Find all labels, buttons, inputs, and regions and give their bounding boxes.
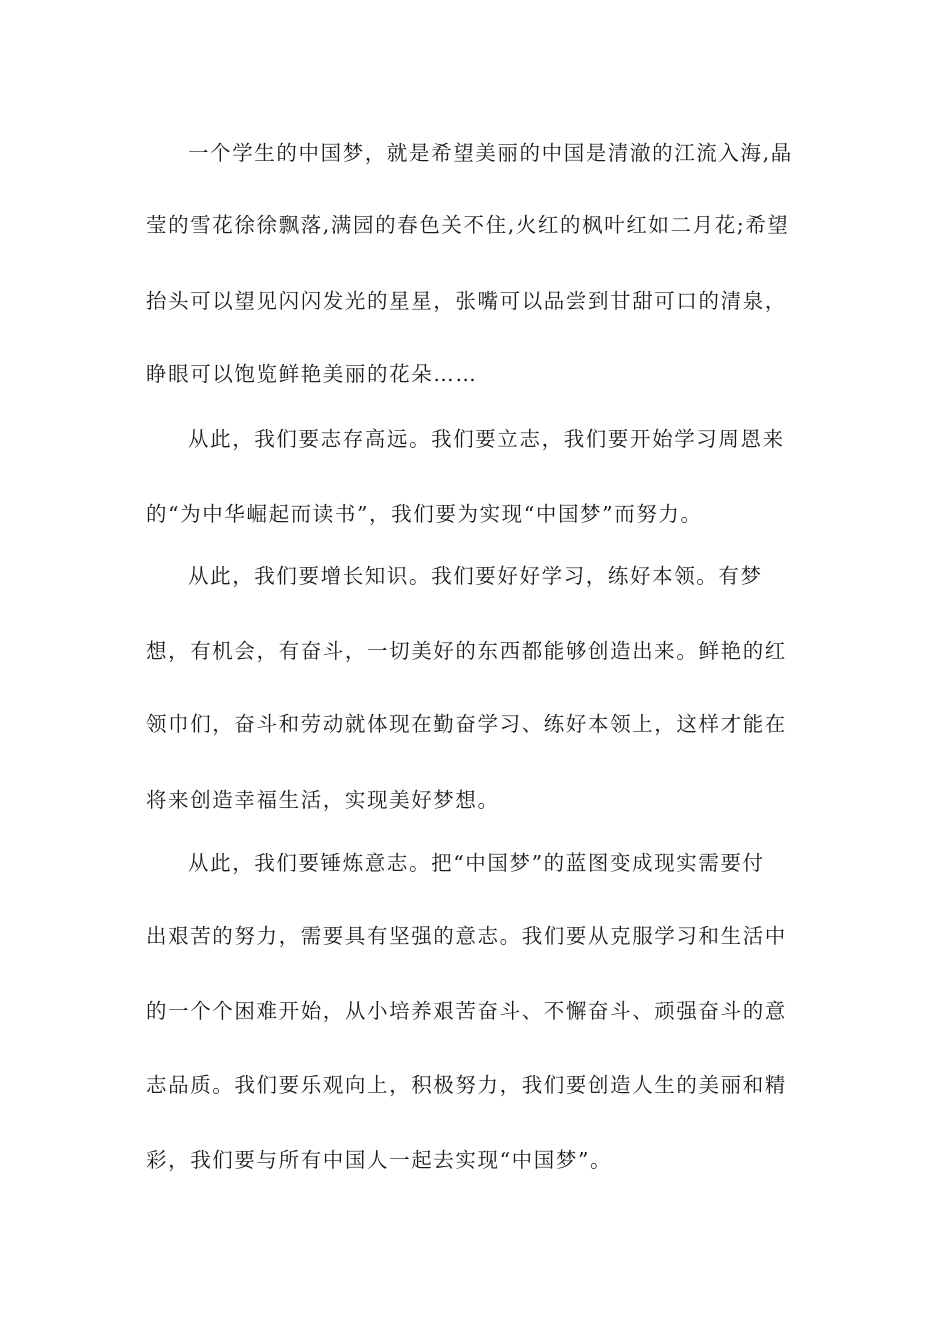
text-line: 抬头可以望见闪闪发光的星星，张嘴可以品尝到甘甜可口的清泉， (146, 289, 787, 313)
text-line: 一个学生的中国梦，就是希望美丽的中国是清澈的江流入海,晶 (188, 141, 793, 165)
text-line: 从此，我们要增长知识。我们要好好学习，练好本领。有梦 (188, 564, 763, 588)
text-line: 出艰苦的努力，需要具有坚强的意志。我们要从克服学习和生活中 (146, 924, 787, 948)
text-line: 的一个个困难开始，从小培养艰苦奋斗、不懈奋斗、顽强奋斗的意 (146, 999, 787, 1023)
text-line: 从此，我们要锤炼意志。把“中国梦”的蓝图变成现实需要付 (188, 851, 765, 875)
text-line: 想，有机会，有奋斗，一切美好的东西都能够创造出来。鲜艳的红 (146, 639, 787, 663)
text-line: 从此，我们要志存高远。我们要立志，我们要开始学习周恩来 (188, 427, 785, 451)
text-line: 领巾们，奋斗和劳动就体现在勤奋学习、练好本领上，这样才能在 (146, 712, 787, 736)
text-line: 莹的雪花徐徐飘落,满园的春色关不住,火红的枫叶红如二月花;希望 (146, 213, 790, 237)
text-line: 志品质。我们要乐观向上，积极努力，我们要创造人生的美丽和精 (146, 1073, 787, 1097)
text-line: 的“为中华崛起而读书”，我们要为实现“中国梦”而努力。 (146, 502, 703, 526)
text-line: 将来创造幸福生活，实现美好梦想。 (146, 788, 500, 812)
text-line: 睁眼可以饱览鲜艳美丽的花朵…… (146, 362, 478, 386)
text-line: 彩，我们要与所有中国人一起去实现“中国梦”。 (146, 1148, 613, 1172)
